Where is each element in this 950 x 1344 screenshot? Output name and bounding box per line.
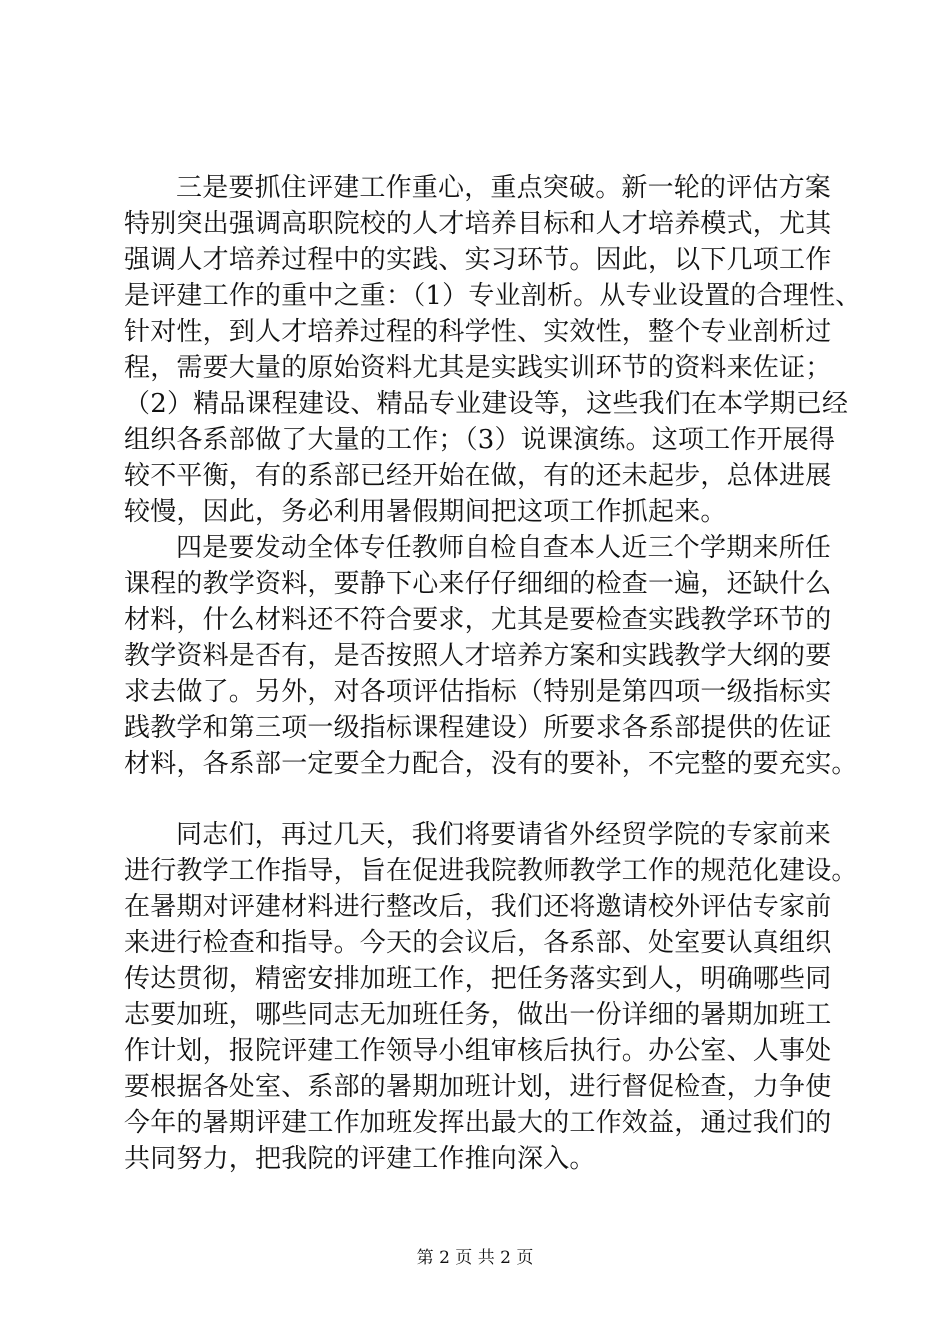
text-line: （2）精品课程建设、精品专业建设等，这些我们在本学期已经 [124,389,849,419]
text-line: 较不平衡，有的系部已经开始在做，有的还未起步，总体进展 [124,461,832,491]
paragraph-closing [124,817,858,1177]
page-footer [0,1247,950,1269]
document-body [124,170,862,1177]
text-line: 进行教学工作指导，旨在促进我院教师教学工作的规范化建设。 [124,856,858,886]
text-line: 课程的教学资料，要静下心来仔仔细细的检查一遍，还缺什么 [124,569,832,599]
text-line: 四是要发动全体专任教师自检自查本人近三个学期来所任 [176,533,832,563]
text-line: 针对性，到人才培养过程的科学性、实效性，整个专业剖析过 [124,317,832,347]
text-line: 传达贯彻，精密安排加班工作，把任务落实到人，明确哪些同 [124,964,832,994]
page-number-label: 第 2 页 共 2 页 [416,1248,534,1268]
text-line: 在暑期对评建材料进行整改后，我们还将邀请校外评估专家前 [124,892,832,922]
text-line: 强调人才培养过程中的实践、实习环节。因此，以下几项工作 [124,245,832,275]
text-line: 同志们，再过几天，我们将要请省外经贸学院的专家前来 [176,820,832,850]
text-line: 材料，什么材料还不符合要求，尤其是要检查实践教学环节的 [124,605,832,635]
text-line: 作计划，报院评建工作领导小组审核后执行。办公室、人事处 [124,1036,832,1066]
text-line: 共同努力，把我院的评建工作推向深入。 [124,1144,596,1174]
text-line: 求去做了。另外，对各项评估指标（特别是第四项一级指标实 [124,677,832,707]
text-line: 特别突出强调高职院校的人才培养目标和人才培养模式，尤其 [124,209,832,239]
text-line: 是评建工作的重中之重：（1）专业剖析。从专业设置的合理性、 [124,281,862,311]
text-line: 志要加班，哪些同志无加班任务，做出一份详细的暑期加班工 [124,1000,832,1030]
paragraph-spacer [124,782,836,817]
text-line: 教学资料是否有，是否按照人才培养方案和实践教学大纲的要 [124,641,832,671]
text-line: 组织各系部做了大量的工作；（3）说课演练。这项工作开展得 [124,425,836,455]
text-line: 三是要抓住评建工作重心，重点突破。新一轮的评估方案 [176,173,832,203]
paragraph-key-priorities [124,170,862,530]
text-line: 材料，各系部一定要全力配合，没有的要补，不完整的要充实。 [124,749,858,779]
text-line: 来进行检查和指导。今天的会议后，各系部、处室要认真组织 [124,928,832,958]
paragraph-self-inspection [124,530,858,782]
text-line: 今年的暑期评建工作加班发挥出最大的工作效益，通过我们的 [124,1108,832,1138]
text-line: 要根据各处室、系部的暑期加班计划，进行督促检查，力争使 [124,1072,832,1102]
text-line: 践教学和第三项一级指标课程建设）所要求各系部提供的佐证 [124,713,832,743]
text-line: 较慢，因此，务必利用暑假期间把这项工作抓起来。 [124,497,727,527]
text-line: 程，需要大量的原始资料尤其是实践实训环节的资料来佐证； [124,353,832,383]
